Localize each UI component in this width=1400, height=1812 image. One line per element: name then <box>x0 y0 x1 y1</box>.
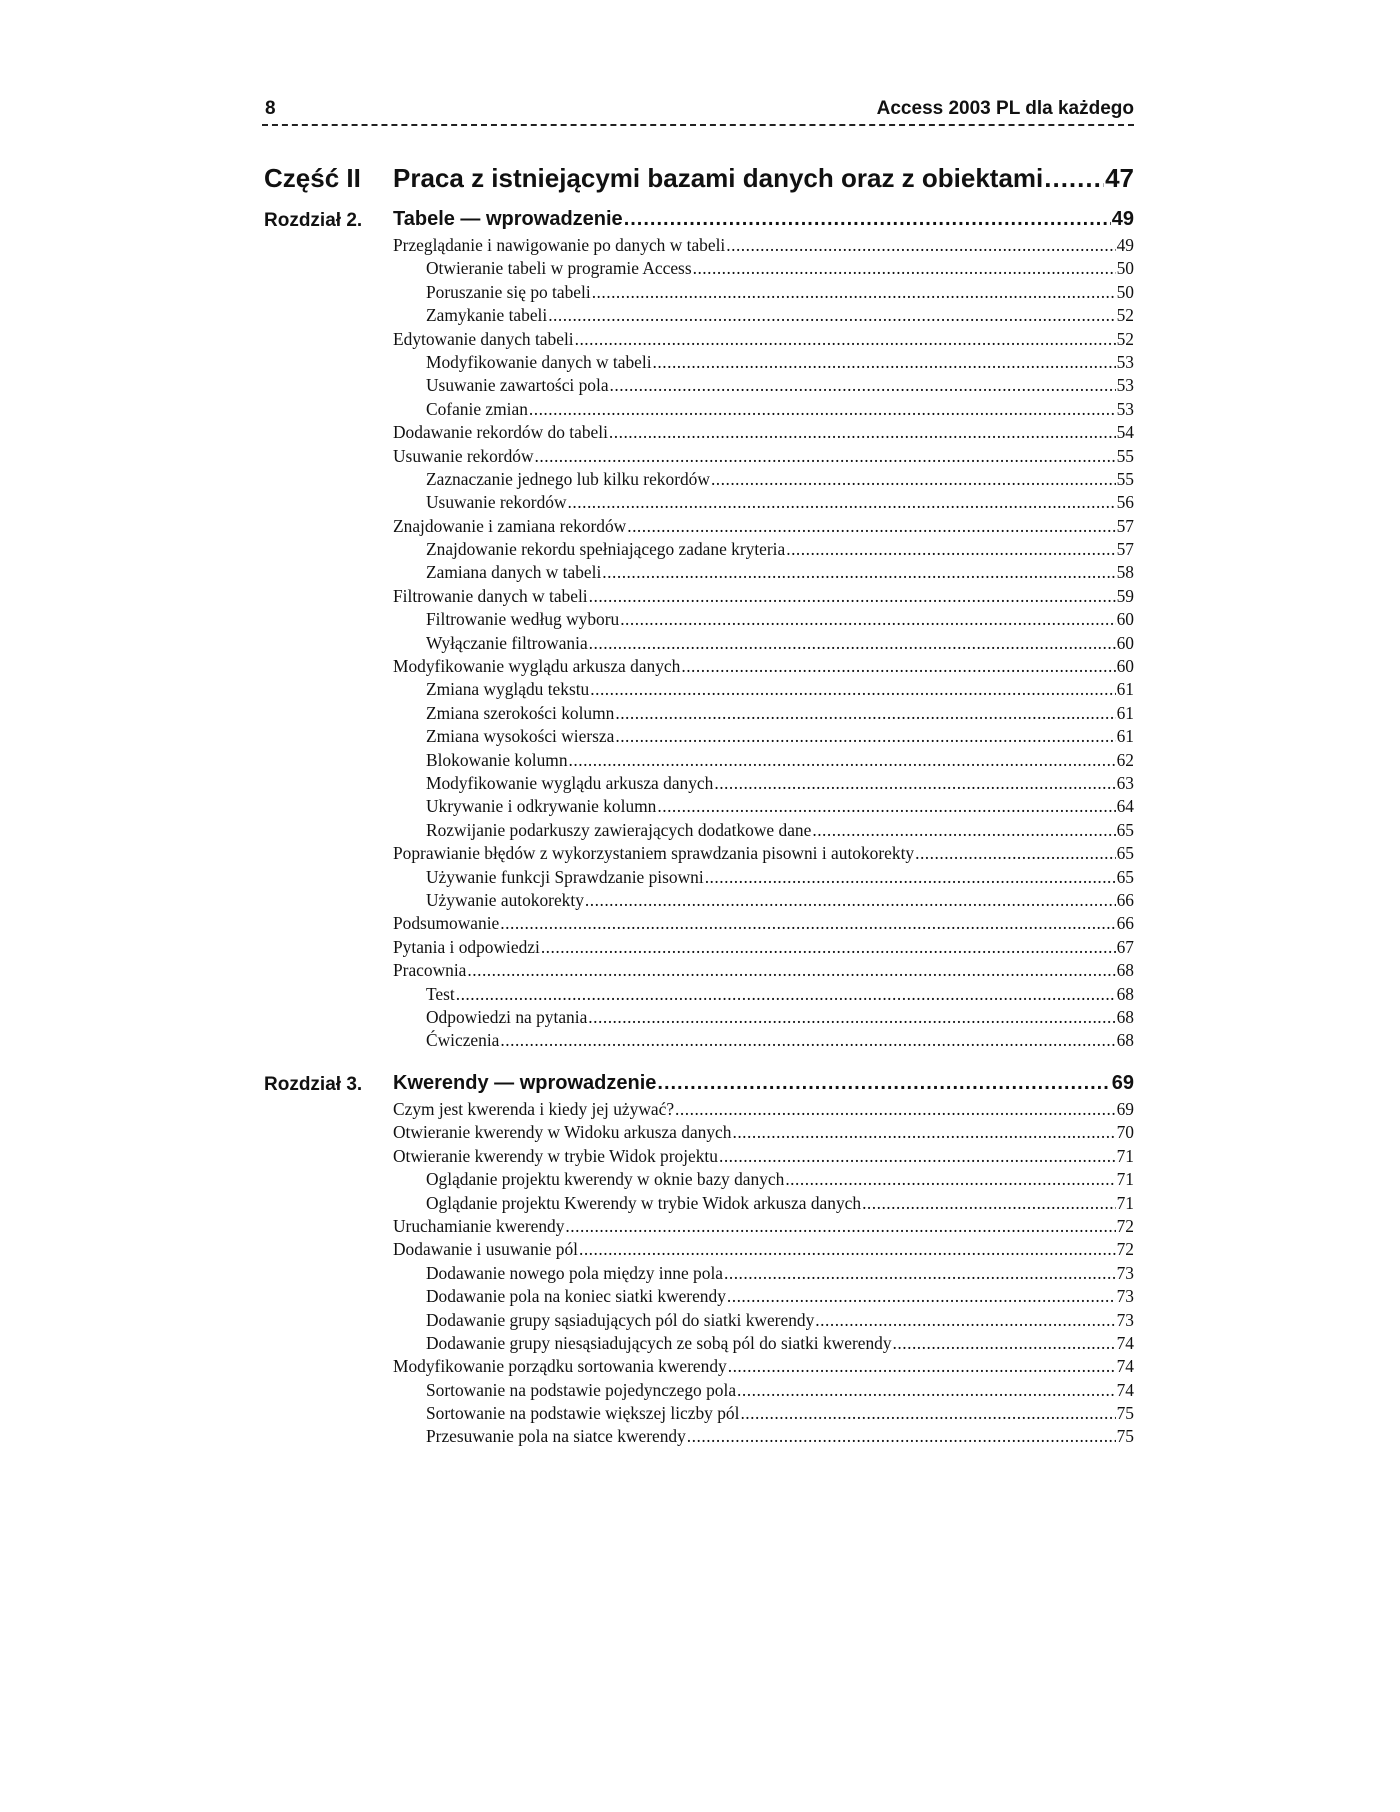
toc-entry-title: Usuwanie rekordów <box>426 492 567 513</box>
toc-entry <box>393 1006 1134 1029</box>
dot-leader <box>456 983 1116 1006</box>
part-label: Część II <box>264 163 361 193</box>
toc-entry-title: Modyfikowanie wyglądu arkusza danych <box>393 656 681 677</box>
toc-entry-page: 65 <box>1116 843 1134 864</box>
toc-entry <box>393 491 1134 514</box>
toc-entry-title: Dodawanie grupy sąsiadujących pól do siatki kwerendy <box>426 1309 815 1330</box>
toc-entry-page: 68 <box>1116 1006 1134 1027</box>
toc-entry-title: Poprawianie błędów z wykorzystaniem sprawdzania pisowni i autokorekty <box>393 843 915 864</box>
dot-leader <box>590 678 1115 701</box>
toc-entry-page: 53 <box>1116 398 1134 419</box>
toc-entry-title: Wyłączanie filtrowania <box>426 632 588 653</box>
toc-entry-title: Odpowiedzi na pytania <box>426 1006 588 1027</box>
dot-leader <box>653 351 1116 374</box>
dot-leader <box>687 1425 1116 1448</box>
toc-entry-page: 58 <box>1116 562 1134 583</box>
dot-leader <box>615 702 1115 725</box>
toc-entry-page: 63 <box>1116 772 1134 793</box>
dot-leader <box>565 1215 1115 1238</box>
toc-entry-title: Filtrowanie według wyboru <box>426 609 620 630</box>
toc-entry-page: 74 <box>1116 1379 1134 1400</box>
toc-entry-page: 57 <box>1116 515 1134 536</box>
chapter-label: Rozdział 3. <box>264 1074 363 1095</box>
dot-leader <box>500 1029 1115 1052</box>
toc-entry-title: Pracownia <box>393 960 467 981</box>
dot-leader <box>714 772 1115 795</box>
toc-entry-title: Poruszanie się po tabeli <box>426 281 591 302</box>
toc-entry <box>393 1145 1134 1168</box>
toc-entry <box>393 1192 1134 1215</box>
part-title: Praca z istniejącymi bazami danych oraz z obiektami <box>393 163 1044 193</box>
toc-entry <box>393 445 1134 468</box>
toc-entry-page: 72 <box>1116 1239 1134 1260</box>
dot-leader <box>786 538 1115 561</box>
toc-entry <box>393 1379 1134 1402</box>
toc-entry-title: Dodawanie nowego pola między inne pola <box>426 1262 723 1283</box>
toc-entry <box>393 842 1134 865</box>
dot-leader <box>585 889 1116 912</box>
toc-entry-page: 52 <box>1116 328 1134 349</box>
toc-entry-title: Filtrowanie danych w tabeli <box>393 585 588 606</box>
chapter-entries <box>393 1098 1134 1449</box>
toc-entry-page: 56 <box>1116 492 1134 513</box>
toc-entry-page: 67 <box>1116 936 1134 957</box>
dot-leader <box>627 515 1115 538</box>
dot-leader <box>568 491 1116 514</box>
toc-entry-title: Dodawanie grupy niesąsiadujących ze sobą pól do siatki kwerendy <box>426 1332 892 1353</box>
dot-leader <box>862 1192 1116 1215</box>
toc-entry-page: 52 <box>1116 305 1134 326</box>
toc-entry <box>393 608 1134 631</box>
toc-entry-page: 50 <box>1116 281 1134 302</box>
toc-entry <box>393 561 1134 584</box>
chapter-title-row <box>393 1072 1134 1095</box>
toc-entry <box>393 936 1134 959</box>
toc-entry-page: 49 <box>1116 235 1134 255</box>
dot-leader <box>592 281 1116 304</box>
toc-entry-page: 66 <box>1116 889 1134 910</box>
part-heading <box>262 163 1134 197</box>
dot-leader <box>615 725 1115 748</box>
dot-leader <box>589 585 1116 608</box>
header-divider <box>262 124 1134 126</box>
running-book-title: Access 2003 PL dla każdego <box>876 98 1134 119</box>
toc-entry <box>393 351 1134 374</box>
toc-entry <box>393 632 1134 655</box>
dot-leader <box>657 795 1115 818</box>
toc-entry <box>393 889 1134 912</box>
dot-leader <box>915 842 1116 865</box>
dot-leader <box>681 655 1115 678</box>
toc-entry-title: Blokowanie kolumn <box>426 749 568 770</box>
toc-entry-page: 65 <box>1116 866 1134 887</box>
dot-leader <box>726 234 1115 257</box>
toc-entry-title: Przeglądanie i nawigowanie po danych w tabeli <box>393 235 726 255</box>
toc-entry-title: Ćwiczenia <box>426 1030 500 1051</box>
toc-entry-title: Ukrywanie i odkrywanie kolumn <box>426 796 657 817</box>
toc-entry <box>393 234 1134 257</box>
chapter-title-row <box>393 208 1134 231</box>
toc-entry-title: Dodawanie pola na koniec siatki kwerendy <box>426 1286 726 1307</box>
toc-entry-page: 73 <box>1116 1286 1134 1307</box>
page-header <box>262 96 1134 126</box>
toc-entry <box>393 421 1134 444</box>
toc-entry-title: Otwieranie kwerendy w trybie Widok projektu <box>393 1145 718 1166</box>
toc-entry-page: 73 <box>1116 1262 1134 1283</box>
toc-entry <box>393 468 1134 491</box>
toc-entry-title: Zamykanie tabeli <box>426 305 548 326</box>
toc-entry-title: Otwieranie kwerendy w Widoku arkusza danych <box>393 1122 732 1143</box>
dot-leader <box>732 1121 1115 1144</box>
toc-entry-title: Zaznaczanie jednego lub kilku rekordów <box>426 468 710 489</box>
toc-entry-title: Sortowanie na podstawie większej liczby pól <box>426 1403 740 1424</box>
part-page: 47 <box>1105 163 1134 193</box>
toc-entry <box>393 1402 1134 1425</box>
chapter-page: 49 <box>1111 208 1134 230</box>
dot-leader <box>467 959 1115 982</box>
toc-entry-title: Edytowanie danych tabeli <box>393 328 574 349</box>
toc-entry-page: 68 <box>1116 1030 1134 1051</box>
toc-entry-title: Używanie autokorekty <box>426 889 584 910</box>
toc-entry-page: 54 <box>1116 422 1134 443</box>
toc-entry-title: Oglądanie projektu Kwerendy w trybie Widok arkusza danych <box>426 1192 862 1213</box>
dot-leader <box>609 421 1116 444</box>
toc-entry-title: Modyfikowanie danych w tabeli <box>426 351 652 372</box>
toc-entry <box>393 1355 1134 1378</box>
dot-leader <box>893 1332 1116 1355</box>
dot-leader <box>740 1402 1115 1425</box>
dot-leader <box>610 374 1116 397</box>
dot-leader <box>737 1379 1116 1402</box>
toc-entry-title: Znajdowanie i zamiana rekordów <box>393 515 627 536</box>
toc-entry-page: 66 <box>1116 913 1134 934</box>
toc-entry <box>393 819 1134 842</box>
dot-leader <box>657 1072 1110 1095</box>
toc-entry-title: Przesuwanie pola na siatce kwerendy <box>426 1426 686 1447</box>
toc-entry <box>393 702 1134 725</box>
toc-entry-page: 68 <box>1116 983 1134 1004</box>
toc-entry-page: 72 <box>1116 1215 1134 1236</box>
dot-leader <box>785 1168 1115 1191</box>
toc-entry <box>393 398 1134 421</box>
toc-entry-page: 65 <box>1116 819 1134 840</box>
toc-entry-page: 71 <box>1116 1192 1134 1213</box>
toc-entry <box>393 749 1134 772</box>
toc-entry-title: Modyfikowanie wyglądu arkusza danych <box>426 772 714 793</box>
page-number: 8 <box>265 98 276 119</box>
toc-entry <box>393 1215 1134 1238</box>
chapter-label: Rozdział 2. <box>264 210 363 231</box>
toc-entry-page: 50 <box>1116 258 1134 279</box>
toc-entry <box>393 959 1134 982</box>
toc-entry <box>393 257 1134 280</box>
dot-leader <box>719 1145 1116 1168</box>
toc-entry-page: 55 <box>1116 445 1134 466</box>
toc-entry-page: 68 <box>1116 960 1134 981</box>
toc-entry-title: Czym jest kwerenda i kiedy jej używać? <box>393 1099 675 1119</box>
toc-entry <box>393 1238 1134 1261</box>
toc-entry-title: Otwieranie tabeli w programie Access <box>426 258 692 279</box>
toc-entry <box>393 725 1134 748</box>
dot-leader <box>602 561 1115 584</box>
toc-entry-title: Zamiana danych w tabeli <box>426 562 602 583</box>
toc-entry-title: Oglądanie projektu kwerendy w oknie bazy danych <box>426 1169 785 1190</box>
toc-entry <box>393 515 1134 538</box>
toc-entry-page: 59 <box>1116 585 1134 606</box>
dot-leader <box>724 1262 1116 1285</box>
toc-entry-page: 61 <box>1116 702 1134 723</box>
toc-entry <box>393 795 1134 818</box>
toc-entry-title: Cofanie zmian <box>426 398 528 419</box>
toc-entry-title: Znajdowanie rekordu spełniającego zadane kryteria <box>426 539 786 560</box>
chapter-entries <box>393 234 1134 1053</box>
toc-entry <box>393 866 1134 889</box>
dot-leader <box>711 468 1116 491</box>
dot-leader <box>588 1006 1115 1029</box>
toc-entry <box>393 678 1134 701</box>
toc-entry <box>393 1309 1134 1332</box>
toc-entry-title: Sortowanie na podstawie pojedynczego pola <box>426 1379 737 1400</box>
dot-leader <box>529 398 1116 421</box>
toc-entry-page: 64 <box>1116 796 1134 817</box>
toc-entry-title: Test <box>426 983 455 1004</box>
toc-entry-title: Podsumowanie <box>393 913 500 934</box>
toc-entry <box>393 538 1134 561</box>
toc-entry-page: 60 <box>1116 632 1134 653</box>
toc-entry <box>393 374 1134 397</box>
toc-entry-title: Zmiana szerokości kolumn <box>426 702 615 723</box>
toc-entry-title: Modyfikowanie porządku sortowania kwerendy <box>393 1356 727 1377</box>
toc-entry-title: Usuwanie zawartości pola <box>426 375 609 396</box>
dot-leader <box>727 1285 1116 1308</box>
toc-entry-page: 69 <box>1116 1099 1134 1119</box>
toc-entry-page: 53 <box>1116 351 1134 372</box>
toc-entry-page: 75 <box>1116 1403 1134 1424</box>
toc-entry-page: 60 <box>1116 656 1134 677</box>
toc-entry-title: Uruchamianie kwerendy <box>393 1215 565 1236</box>
dot-leader <box>541 936 1116 959</box>
toc-entry-title: Używanie funkcji Sprawdzanie pisowni <box>426 866 704 887</box>
toc-entry-page: 70 <box>1116 1122 1134 1143</box>
toc-entry <box>393 328 1134 351</box>
chapter-title: Tabele — wprowadzenie <box>393 208 623 230</box>
toc-entry <box>393 1425 1134 1448</box>
toc-entry <box>393 1121 1134 1144</box>
part-title-row <box>393 163 1134 194</box>
toc-entry-page: 73 <box>1116 1309 1134 1330</box>
toc-entry <box>393 1168 1134 1191</box>
toc-entry <box>393 1262 1134 1285</box>
dot-leader <box>815 1309 1115 1332</box>
dot-leader <box>705 866 1116 889</box>
toc-entry-title: Pytania i odpowiedzi <box>393 936 540 957</box>
toc-entry <box>393 304 1134 327</box>
toc-entry-page: 57 <box>1116 539 1134 560</box>
toc-entry-page: 71 <box>1116 1169 1134 1190</box>
toc-entry-page: 60 <box>1116 609 1134 630</box>
toc-entry <box>393 912 1134 935</box>
dot-leader <box>624 208 1111 231</box>
toc-entry-page: 75 <box>1116 1426 1134 1447</box>
toc-entry <box>393 585 1134 608</box>
toc-entry <box>393 1332 1134 1355</box>
toc-entry-page: 62 <box>1116 749 1134 770</box>
dot-leader <box>500 912 1115 935</box>
dot-leader <box>812 819 1115 842</box>
dot-leader <box>535 445 1116 468</box>
chapter-title: Kwerendy — wprowadzenie <box>393 1072 657 1094</box>
toc-entry-page: 61 <box>1116 679 1134 700</box>
dot-leader <box>728 1355 1116 1378</box>
toc-entry-title: Rozwijanie podarkuszy zawierających dodatkowe dane <box>426 819 812 840</box>
toc-entry-title: Dodawanie i usuwanie pól <box>393 1239 578 1260</box>
dot-leader <box>693 257 1116 280</box>
toc-entry-page: 71 <box>1116 1145 1134 1166</box>
toc-entry-page: 74 <box>1116 1332 1134 1353</box>
toc-entry-title: Zmiana wyglądu tekstu <box>426 679 590 700</box>
toc-entry <box>393 772 1134 795</box>
dot-leader <box>675 1098 1116 1121</box>
toc-entry-page: 53 <box>1116 375 1134 396</box>
dot-leader <box>579 1238 1116 1261</box>
dot-leader <box>1044 163 1104 194</box>
toc-entry-page: 55 <box>1116 468 1134 489</box>
chapter-page: 69 <box>1111 1072 1134 1094</box>
dot-leader <box>569 749 1116 772</box>
toc-entry <box>393 1285 1134 1308</box>
toc-entry-title: Zmiana wysokości wiersza <box>426 726 615 747</box>
dot-leader <box>548 304 1115 327</box>
dot-leader <box>620 608 1115 631</box>
toc-entry-page: 74 <box>1116 1356 1134 1377</box>
dot-leader <box>589 632 1116 655</box>
toc-entry-page: 61 <box>1116 726 1134 747</box>
toc-entry <box>393 983 1134 1006</box>
toc-entry <box>393 1029 1134 1052</box>
dot-leader <box>575 328 1116 351</box>
toc-entry <box>393 281 1134 304</box>
toc-entry-title: Dodawanie rekordów do tabeli <box>393 422 608 443</box>
toc-entry <box>393 655 1134 678</box>
toc-entry <box>393 1098 1134 1121</box>
toc-entry-title: Usuwanie rekordów <box>393 445 534 466</box>
